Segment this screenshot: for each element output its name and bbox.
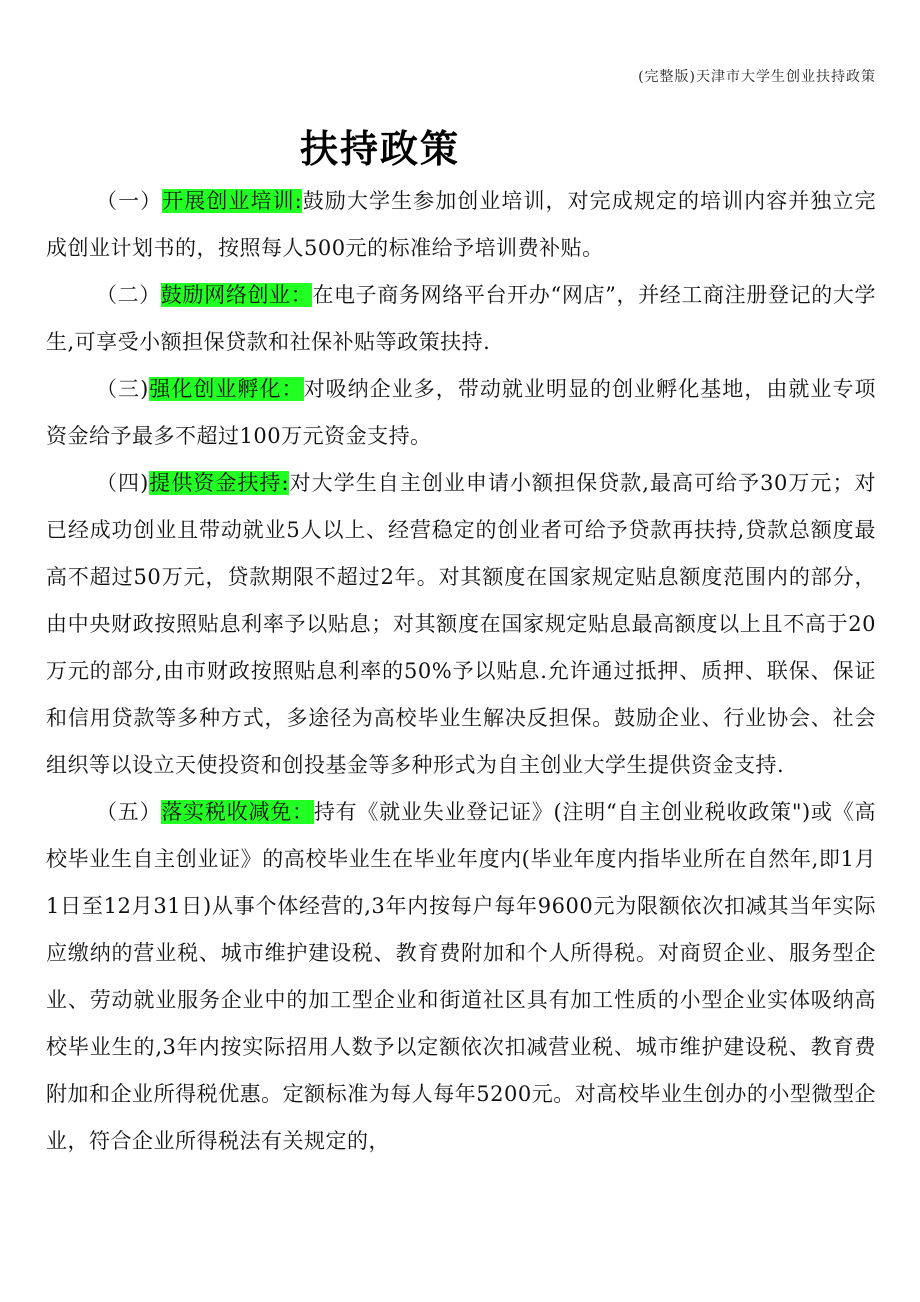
- policy-paragraph-3: [46, 366, 876, 460]
- paragraph-text: 鼓励大学生参加创业培训，对完成规定的培训内容并独立完成创业计划书的，按照每人500元的标准给予培训费补贴。: [46, 189, 877, 260]
- paragraph-text: 对吸纳企业多，带动就业明显的创业孵化基地，由就业专项资金给予最多不超过100万元资金支持。: [46, 377, 877, 448]
- paragraph-number: （一）: [96, 189, 163, 213]
- paragraph-text: 在电子商务网络平台开办“网店”，并经工商注册登记的大学生,可享受小额担保贷款和社保补贴等政策扶持.: [46, 283, 876, 354]
- paragraph-number: （五）: [96, 800, 162, 824]
- highlighted-keyword: 提供资金扶持:: [148, 471, 290, 495]
- highlighted-keyword: 鼓励网络创业：: [160, 283, 313, 307]
- highlighted-keyword: 开展创业培训:: [162, 189, 303, 213]
- paragraph-text: 对大学生自主创业申请小额担保贷款,最高可给予30万元；对已经成功创业且带动就业5人以上、经营稳定的创业者可给予贷款再扶持,贷款总额度最高不超过50万元，贷款期限不超过2年。对其额度在国家规定贴息额度范围内的部分，由中央财政按照贴息利率予以贴息；对其额度在国家规定贴息最高额度以上且不高于20万元的部分,由市财政按照贴息利率的50%予以贴息.允许通过抵押、质押、联保、保证和信用贷款等多种方式，多途径为高校毕业生解决反担保。鼓励企业、行业协会、社会组织等以设立天使投资和创投基金等多种形式为自主创业大学生提供资金支持.: [46, 471, 876, 777]
- policy-paragraph-2: [46, 272, 876, 366]
- running-header: (完整版)天津市大学生创业扶持政策: [638, 69, 876, 85]
- paragraph-number: （二）: [96, 283, 161, 307]
- policy-paragraph-1: [46, 178, 876, 272]
- policy-paragraph-5: [46, 789, 876, 1165]
- highlighted-keyword: 强化创业孵化：: [148, 377, 304, 401]
- paragraph-text: 持有《就业失业登记证》(注明“自主创业税收政策")或《高校毕业生自主创业证》的高校毕业生在毕业年度内(毕业年度内指毕业所在自然年,即1月1日至12月31日)从事个体经营的,3年内按每户每年9600元为限额依次扣减其当年实际应缴纳的营业税、城市维护建设税、教育费附加和个人所得税。对商贸企业、服务型企业、劳动就业服务企业中的加工型企业和街道社区具有加工性质的小型企业实体吸纳高校毕业生的,3年内按实际招用人数予以定额依次扣减营业税、城市维护建设税、教育费附加和企业所得税优惠。定额标准为每人每年5200元。对高校毕业生创办的小型微型企业，符合企业所得税法有关规定的，: [46, 800, 877, 1153]
- paragraph-number: （三): [96, 377, 149, 401]
- highlighted-keyword: 落实税收减免：: [161, 800, 314, 824]
- document-body: [46, 178, 876, 1165]
- page-title: 扶持政策: [299, 127, 460, 171]
- policy-paragraph-4: [46, 460, 876, 789]
- paragraph-number: （四): [96, 471, 149, 495]
